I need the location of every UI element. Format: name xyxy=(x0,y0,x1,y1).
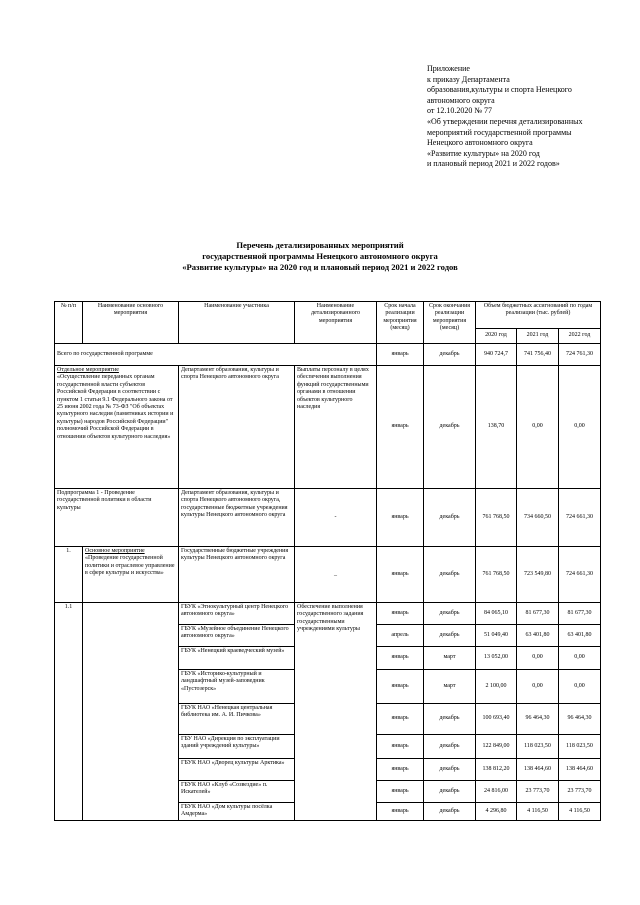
total-2020: 940 724,7 xyxy=(476,344,517,366)
header-2021: 2021 год xyxy=(517,329,559,344)
header-2022: 2022 год xyxy=(559,329,601,344)
row-start: январь xyxy=(377,603,424,625)
separate-end: декабрь xyxy=(424,366,476,489)
main-event-participant: Государственные бюджетные учреждения культуры Ненецкого автономного округа xyxy=(179,547,295,603)
row-start: январь xyxy=(377,781,424,803)
row-start: январь xyxy=(377,670,424,704)
separate-event-body: «Осуществление переданных органам государственной власти субъектов Российской Федерации в соответствии с пунктом 1 статьи 9.1 Федерального закона от 25 июня 2002 года № 73-ФЗ "Об объектах культурного наследия (памятниках истории и культуры) народов Российской Федерации" полномочий Российской Федерации в отношении объектов культурного наследия» xyxy=(57,374,174,440)
total-start: январь xyxy=(377,344,424,366)
row-start: январь xyxy=(377,704,424,735)
subprogram-start: январь xyxy=(377,489,424,547)
row-2021: 118 023,50 xyxy=(517,735,559,759)
appendix-line: автономного округа xyxy=(427,95,495,105)
row-2020: 2 100,00 xyxy=(476,670,517,704)
total-label: Всего по государственной программе xyxy=(55,344,377,366)
separate-event-cell xyxy=(55,366,179,489)
separate-2021: 0,00 xyxy=(517,366,559,489)
appendix-line: Приложение xyxy=(427,64,470,73)
row-end: март xyxy=(424,670,476,704)
subgroup-empty-cell xyxy=(83,603,179,821)
header-volume: Объем бюджетных ассигнований по годам реализации (тыс. рублей) xyxy=(476,302,601,329)
row-2020: 4 296,80 xyxy=(476,803,517,821)
row-participant: ГБУ НАО «Дирекция по эксплуатации зданий учреждений культуры» xyxy=(179,735,295,759)
row-2021: 0,00 xyxy=(517,647,559,670)
row-2022: 23 773,70 xyxy=(559,781,601,803)
row-end: декабрь xyxy=(424,704,476,735)
main-event-body: «Проведение государственной политики и отраслевое управление в сфере культуры и искусства» xyxy=(85,555,175,577)
row-2022: 81 677,30 xyxy=(559,603,601,625)
main-event-end: декабрь xyxy=(424,547,476,603)
header-num: № п/п xyxy=(55,302,83,344)
main-event-start: январь xyxy=(377,547,424,603)
row-end: декабрь xyxy=(424,803,476,821)
main-event-title: Основное мероприятие xyxy=(85,548,145,554)
row-start: январь xyxy=(377,735,424,759)
header-detailed-event: Наименование детализированного мероприятия xyxy=(295,302,377,344)
row-end: декабрь xyxy=(424,781,476,803)
appendix-line: и плановый период 2021 и 2022 годов» xyxy=(427,159,560,169)
row-2020: 138 812,20 xyxy=(476,759,517,781)
main-event-cell xyxy=(83,547,179,603)
subprogram-2020: 761 768,50 xyxy=(476,489,517,547)
header-start: Срок начала реализации мероприятия (месяц) xyxy=(377,302,424,344)
appendix-line: мероприятий государственной программы xyxy=(427,127,572,137)
row-participant: ГБУК НАО «Клуб «Созвездие» п. Искателей» xyxy=(179,781,295,803)
events-table xyxy=(54,301,601,821)
separate-2020: 138,70 xyxy=(476,366,517,489)
row-2020: 122 849,00 xyxy=(476,735,517,759)
title-line: Перечень детализированных мероприятий xyxy=(236,240,404,250)
appendix-line: к приказу Департамента xyxy=(427,74,510,84)
total-2022: 724 761,30 xyxy=(559,344,601,366)
row-end: март xyxy=(424,647,476,670)
header-end: Срок окончания реализации мероприятия (месяц) xyxy=(424,302,476,344)
row-2020: 51 049,40 xyxy=(476,625,517,647)
row-start: январь xyxy=(377,759,424,781)
row-2022: 138 464,60 xyxy=(559,759,601,781)
subprogram-participant: Департамент образования, культуры и спорта Ненецкого автономного округа, государственные бюджетные учреждения культуры Ненецкого автономного округа xyxy=(179,489,295,547)
subprogram-2022: 724 661,30 xyxy=(559,489,601,547)
row-2020: 84 065,10 xyxy=(476,603,517,625)
row-2021: 4 116,50 xyxy=(517,803,559,821)
row-2022: 63 401,80 xyxy=(559,625,601,647)
row-2021: 138 464,60 xyxy=(517,759,559,781)
row-2021: 96 464,30 xyxy=(517,704,559,735)
row-2022: 0,00 xyxy=(559,670,601,704)
header-main-event: Наименование основного мероприятия xyxy=(83,302,179,344)
row-end: декабрь xyxy=(424,759,476,781)
subprogram-label: Подпрограмма 1 - Проведение государственной политики в области культуры xyxy=(55,489,179,547)
row-participant: ГБУК НАО «Дом культуры посёлка Амдерма» xyxy=(179,803,295,821)
main-event-2020: 761 768,50 xyxy=(476,547,517,603)
table-row xyxy=(55,603,601,625)
subprogram-detailed: - xyxy=(295,489,377,547)
row-start: апрель xyxy=(377,625,424,647)
separate-start: январь xyxy=(377,366,424,489)
subgroup-detailed: Обеспечение выполнения государственного задания государственными учреждениями культуры xyxy=(295,603,377,821)
separate-participant: Департамент образования, культуры и спорта Ненецкого автономного округа xyxy=(179,366,295,489)
row-participant: ГБУК НАО «Ненецкая центральная библиотека им. А. И. Пичкова» xyxy=(179,704,295,735)
appendix-line: «Развитие культуры» на 2020 год xyxy=(427,148,540,158)
subprogram-row xyxy=(55,489,601,547)
row-2020: 100 693,40 xyxy=(476,704,517,735)
appendix-block xyxy=(427,64,632,170)
row-end: декабрь xyxy=(424,735,476,759)
row-start: январь xyxy=(377,803,424,821)
row-participant: ГБУК «Этнокультурный центр Ненецкого автономного округа» xyxy=(179,603,295,625)
total-row xyxy=(55,344,601,366)
row-participant: ГБУК «Музейное объединение Ненецкого автономного округа» xyxy=(179,625,295,647)
title-line: государственной программы Ненецкого автономного округа xyxy=(202,251,438,261)
main-event-2022: 724 661,30 xyxy=(559,547,601,603)
row-2022: 4 116,50 xyxy=(559,803,601,821)
row-2022: 96 464,30 xyxy=(559,704,601,735)
total-2021: 741 756,40 xyxy=(517,344,559,366)
main-event-row xyxy=(55,547,601,603)
row-2021: 0,00 xyxy=(517,670,559,704)
appendix-line: от 12.10.2020 № 77 xyxy=(427,106,493,116)
row-participant: ГБУК «Ненецкий краеведческий музей» xyxy=(179,647,295,670)
title-line: «Развитие культуры» на 2020 год и плановый период 2021 и 2022 годов xyxy=(182,262,458,272)
header-row xyxy=(55,302,601,329)
subprogram-end: декабрь xyxy=(424,489,476,547)
separate-2022: 0,00 xyxy=(559,366,601,489)
row-2020: 24 816,00 xyxy=(476,781,517,803)
main-event-2021: 723 549,80 xyxy=(517,547,559,603)
row-participant: ГБУК НАО «Дворец культуры Арктика» xyxy=(179,759,295,781)
row-2022: 0,00 xyxy=(559,647,601,670)
separate-event-row xyxy=(55,366,601,489)
row-start: январь xyxy=(377,647,424,670)
subgroup-num: 1.1 xyxy=(55,603,83,821)
row-end: декабрь xyxy=(424,625,476,647)
row-2020: 13 052,00 xyxy=(476,647,517,670)
row-2022: 118 023,50 xyxy=(559,735,601,759)
header-participant: Наименование участника xyxy=(179,302,295,344)
row-end: декабрь xyxy=(424,603,476,625)
header-2020: 2020 год xyxy=(476,329,517,344)
row-2021: 23 773,70 xyxy=(517,781,559,803)
appendix-line: образования,культуры и спорта Ненецкого xyxy=(427,85,572,95)
separate-detailed: Выплаты персоналу в целях обеспечения выполнения функций государственными органами в отношении объектов культурного наследия xyxy=(295,366,377,489)
row-participant: ГБУК «Историко-культурный и ландшафтный музей-заповедник «Пустозерск» xyxy=(179,670,295,704)
main-event-detailed: _ xyxy=(295,547,377,603)
appendix-line: «Об утверждении перечня детализированных xyxy=(427,116,583,126)
row-2021: 81 677,30 xyxy=(517,603,559,625)
subprogram-2021: 734 660,50 xyxy=(517,489,559,547)
appendix-line: Ненецкого автономного округа xyxy=(427,138,533,148)
separate-event-title: Отдельное мероприятие xyxy=(57,367,119,373)
row-2021: 63 401,80 xyxy=(517,625,559,647)
main-event-num: 1. xyxy=(55,547,83,603)
total-end: декабрь xyxy=(424,344,476,366)
document-title xyxy=(60,240,580,273)
